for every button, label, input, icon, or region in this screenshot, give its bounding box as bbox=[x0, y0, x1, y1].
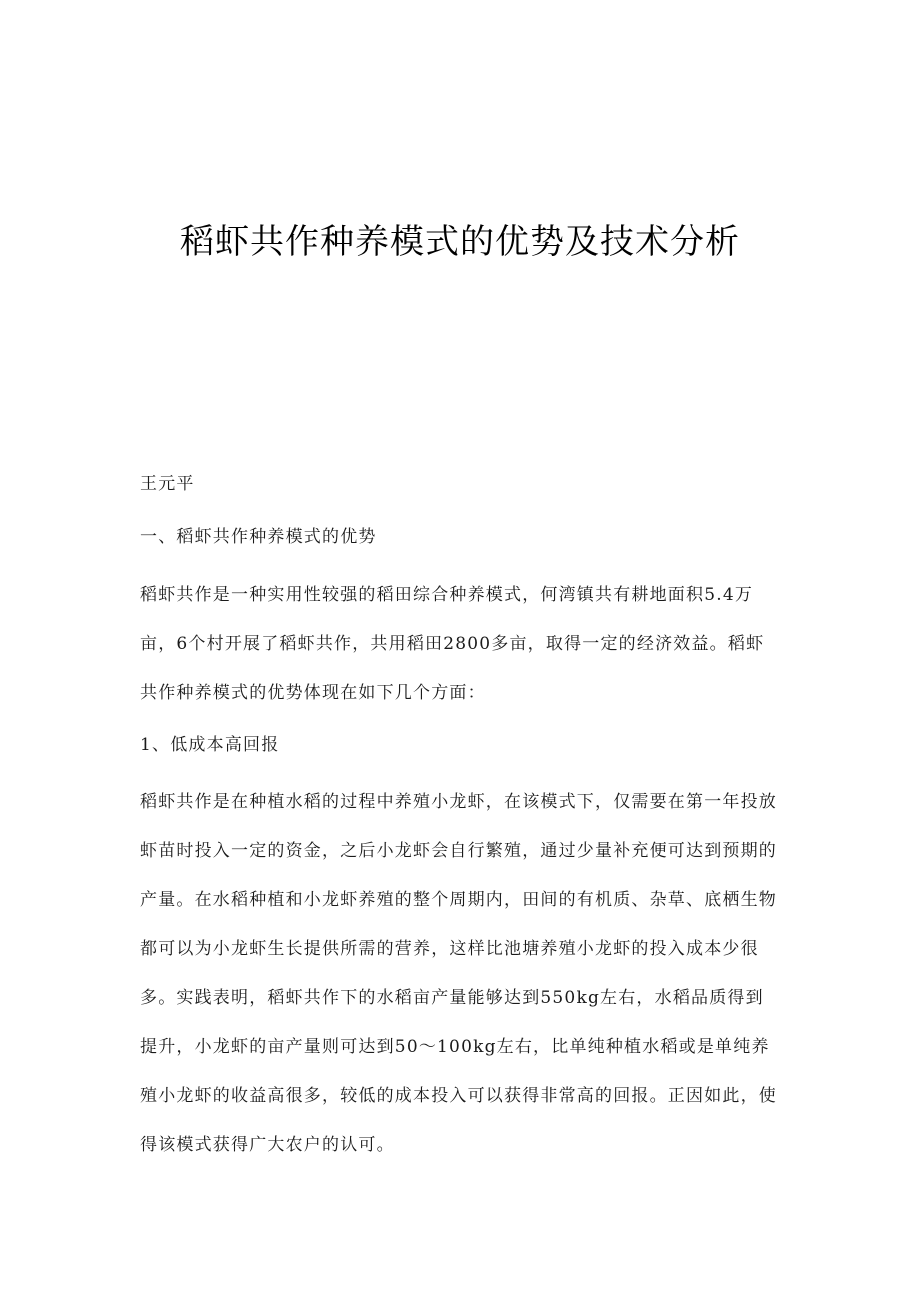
subsection-heading: 1、低成本高回报 bbox=[140, 735, 280, 755]
paragraph: 稻虾共作是在种植水稻的过程中养殖小龙虾，在该模式下，仅需要在第一年投放虾苗时投入一定的资金，之后小龙虾会自行繁殖，通过少量补充便可达到预期的产量。在水稻种植和小龙虾养殖的整个周期内，田间的有机质、杂草、底栖生物都可以为小龙虾生长提供所需的营养，这样比池塘养殖小龙虾的投入成本少很多。实践表明，稻虾共作下的水稻亩产量能够达到550kg左右，水稻品质得到提升，小龙虾的亩产量则可达到50～100kg左右，比单纯种植水稻或是单纯养殖小龙虾的收益高很多，较低的成本投入可以获得非常高的回报。正因如此，使得该模式获得广大农户的认可。 bbox=[140, 792, 777, 1155]
author-name: 王元平 bbox=[140, 474, 195, 494]
section-heading: 一、稻虾共作种养模式的优势 bbox=[140, 527, 377, 547]
paragraph: 稻虾共作是一种实用性较强的稻田综合种养模式，何湾镇共有耕地面积5.4万亩，6个村开展了稻虾共作，共用稻田2800多亩，取得一定的经济效益。稻虾共作种养模式的优势体现在如下几个方面： bbox=[140, 585, 765, 703]
document-title: 稻虾共作种养模式的优势及技术分析 bbox=[180, 222, 740, 262]
